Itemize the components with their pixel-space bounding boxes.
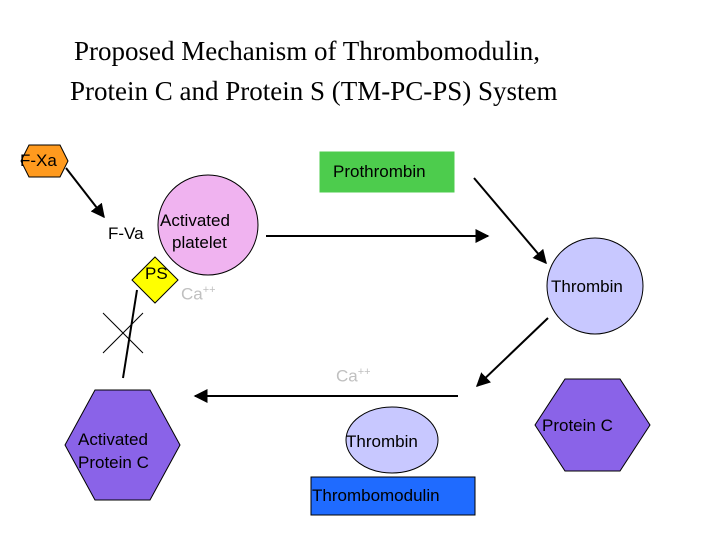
ca-lower-sup: ++: [357, 366, 371, 378]
activated-protein-c-label-line2: Protein C: [78, 453, 149, 472]
activated-platelet-label-line2: platelet: [172, 233, 227, 252]
ca-upper-text: Ca: [181, 284, 203, 304]
line-apc-to-ps: [123, 290, 137, 378]
activated-platelet-label-line1: Activated: [160, 211, 230, 230]
ca-upper-label: [181, 284, 216, 305]
ca-lower-text: Ca: [336, 366, 358, 386]
ca-lower-label: [336, 366, 371, 387]
thrombomodulin-label: Thrombomodulin: [312, 486, 440, 505]
title-line-1: Proposed Mechanism of Thrombomodulin,: [74, 36, 540, 66]
fva-label: F-Va: [108, 224, 144, 243]
arrow-prothrombin-to-thrombin: [474, 178, 546, 263]
inhibition-cross-icon: [103, 313, 143, 353]
activated-protein-c-label-line1: Activated: [78, 430, 148, 449]
fxa-label: F-Xa: [20, 151, 57, 170]
arrow-thrombin-to-lower: [477, 318, 548, 386]
arrow-fxa-to-fva: [66, 168, 104, 217]
thrombin-right-label: Thrombin: [551, 277, 623, 296]
prothrombin-label: Prothrombin: [333, 162, 426, 181]
title-line-2: Protein C and Protein S (TM-PC-PS) System: [70, 76, 558, 106]
ps-label: PS: [145, 264, 168, 283]
ca-upper-sup: ++: [202, 284, 216, 296]
protein-c-label: Protein C: [542, 416, 613, 435]
thrombin-center-label: Thrombin: [346, 432, 418, 451]
